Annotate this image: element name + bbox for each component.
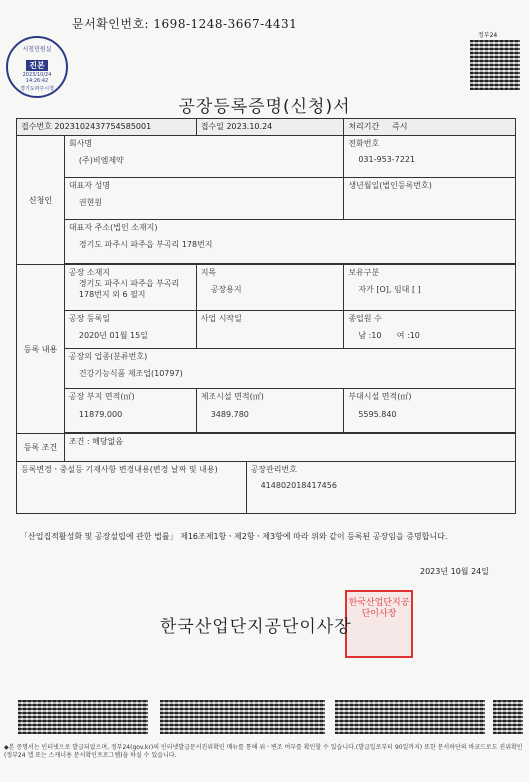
company-label: 회사명 — [68, 139, 93, 148]
barcode-edge — [493, 700, 523, 734]
factory-location-cell — [64, 265, 196, 311]
barcode-right — [335, 700, 485, 734]
qr-label: 정부24 — [478, 32, 498, 39]
receipt-date-cell — [196, 119, 344, 136]
reg-date-label: 공장 등록일 — [68, 314, 111, 323]
condition-group-label: 등록 조건 — [17, 434, 65, 462]
stamp-date: 2023/10/24 — [22, 72, 52, 78]
footer-notice: ◆본 증명서는 인터넷으로 발급되었으며, 정부24(gov.kr)의 인터넷발급문서진위확인 메뉴를 통해 위ㆍ변조 여부를 확인할 수 있습니다.(발급일로부터 90일까지) 또한 문서하단의 바코드로도 진위확인(정부24 앱 또는 스캐너용 문서확인프로그램)을 하실 수 있습니다. — [4, 744, 523, 759]
mgmt-number-cell — [246, 462, 515, 514]
company-name: (주)비엠제약 — [78, 156, 124, 165]
page-title: 공장등록증명(신청)서 — [178, 97, 351, 117]
official-seal — [345, 590, 413, 658]
issuer-name: 한국산업단지공단이사장 — [160, 617, 352, 637]
factory-location-label: 공장 소재지 — [68, 268, 111, 277]
mfg-area-label: 제조시설 면적(㎡) — [200, 392, 264, 401]
condition-value: 조건 : 해당없음 — [64, 434, 515, 462]
ownership-value: 자가 [O], 임대 [ ] — [358, 285, 421, 294]
reg-date-cell — [64, 311, 196, 349]
phone-cell — [344, 136, 516, 178]
authenticity-stamp — [6, 36, 68, 98]
employees-cell — [344, 311, 516, 349]
stamp-badge: 진본 — [26, 60, 47, 71]
barcode-left — [18, 700, 148, 734]
processing-label: 처리기간 — [348, 122, 380, 131]
employees-value: 남 :10 여 :10 — [358, 331, 420, 340]
ownership-label: 보유구분 — [348, 268, 380, 277]
land-cell — [196, 265, 344, 311]
stamp-time: 14:26:42 — [25, 78, 49, 84]
ceo-cell — [64, 178, 343, 220]
site-area-cell — [64, 389, 196, 433]
aux-area-cell — [344, 389, 516, 433]
product-value: 건강기능식품 제조업(10797) — [78, 369, 183, 378]
site-area: 11879.000 — [78, 410, 123, 419]
employees-label: 종업원 수 — [348, 314, 382, 323]
phone-number: 031-953-7221 — [358, 155, 415, 164]
document-check-number: 문서확인번호: 1698-1248-3667-4431 — [72, 17, 298, 31]
change-label: 등록변경ㆍ중설등 기재사항 변경내용(변경 날짜 및 내용) — [21, 465, 218, 474]
ceo-label: 대표자 성명 — [68, 181, 111, 190]
receipt-number: 2023102437754585001 — [54, 122, 152, 131]
reg-date: 2020년 01월 15일 — [78, 331, 148, 340]
address-label: 대표자 주소(법인 소재지) — [68, 223, 158, 232]
stamp-office: 시청민원실 — [22, 46, 52, 53]
address-value: 경기도 파주시 파주읍 부곡리 178번지 — [78, 240, 213, 249]
change-cell — [17, 462, 247, 514]
receipt-date-label: 접수일 — [200, 122, 224, 131]
processing-value: 즉시 — [391, 122, 408, 131]
registration-label: 등록 내용 — [17, 265, 65, 434]
mgmt-number: 414802018417456 — [260, 481, 337, 490]
receipt-date: 2023.10.24 — [226, 122, 273, 131]
company-cell — [64, 136, 343, 178]
ownership-cell — [344, 265, 516, 311]
biz-start-cell — [196, 311, 344, 349]
stamp-agency: 경기도파주시청 — [20, 86, 54, 92]
birth-label: 생년월일(법인등록번호) — [348, 181, 432, 190]
product-cell — [64, 349, 515, 389]
applicant-label: 신청인 — [17, 136, 65, 265]
barcode-middle — [160, 700, 325, 734]
aux-area-label: 부대시설 면적(㎡) — [348, 392, 412, 401]
certification-text: 「산업집적활성화 및 공장설립에 관한 법률」 제16조제1항ㆍ제2항ㆍ제3항에 따라 위와 같이 등록된 공장임을 증명합니다. — [20, 532, 448, 541]
address-cell — [64, 220, 515, 264]
aux-area: 5595.840 — [358, 410, 397, 419]
qr-code — [470, 40, 520, 90]
phone-label: 전화번호 — [348, 139, 380, 148]
site-area-label: 공장 부지 면적(㎡) — [68, 392, 135, 401]
factory-location: 경기도 파주시 파주읍 부곡리 178번지 외 6 필지 — [78, 279, 180, 299]
product-label: 공장의 업종(분류번호) — [68, 352, 148, 361]
seal-text: 한국산업단지공단이사장 — [348, 598, 410, 619]
mfg-area: 3489.780 — [210, 410, 249, 419]
processing-cell — [344, 119, 516, 136]
birth-cell — [344, 178, 516, 220]
registration-form — [16, 118, 516, 514]
receipt-number-cell — [17, 119, 197, 136]
receipt-number-label: 접수번호 — [21, 122, 52, 131]
issue-date: 2023년 10월 24일 — [420, 567, 489, 576]
mgmt-number-label: 공장관리번호 — [250, 465, 297, 474]
mfg-area-cell — [196, 389, 344, 433]
ceo-name: 권현원 — [78, 198, 103, 207]
land-value: 공장용지 — [210, 285, 242, 294]
land-label: 지목 — [200, 268, 217, 277]
biz-start-label: 사업 시작일 — [200, 314, 242, 323]
